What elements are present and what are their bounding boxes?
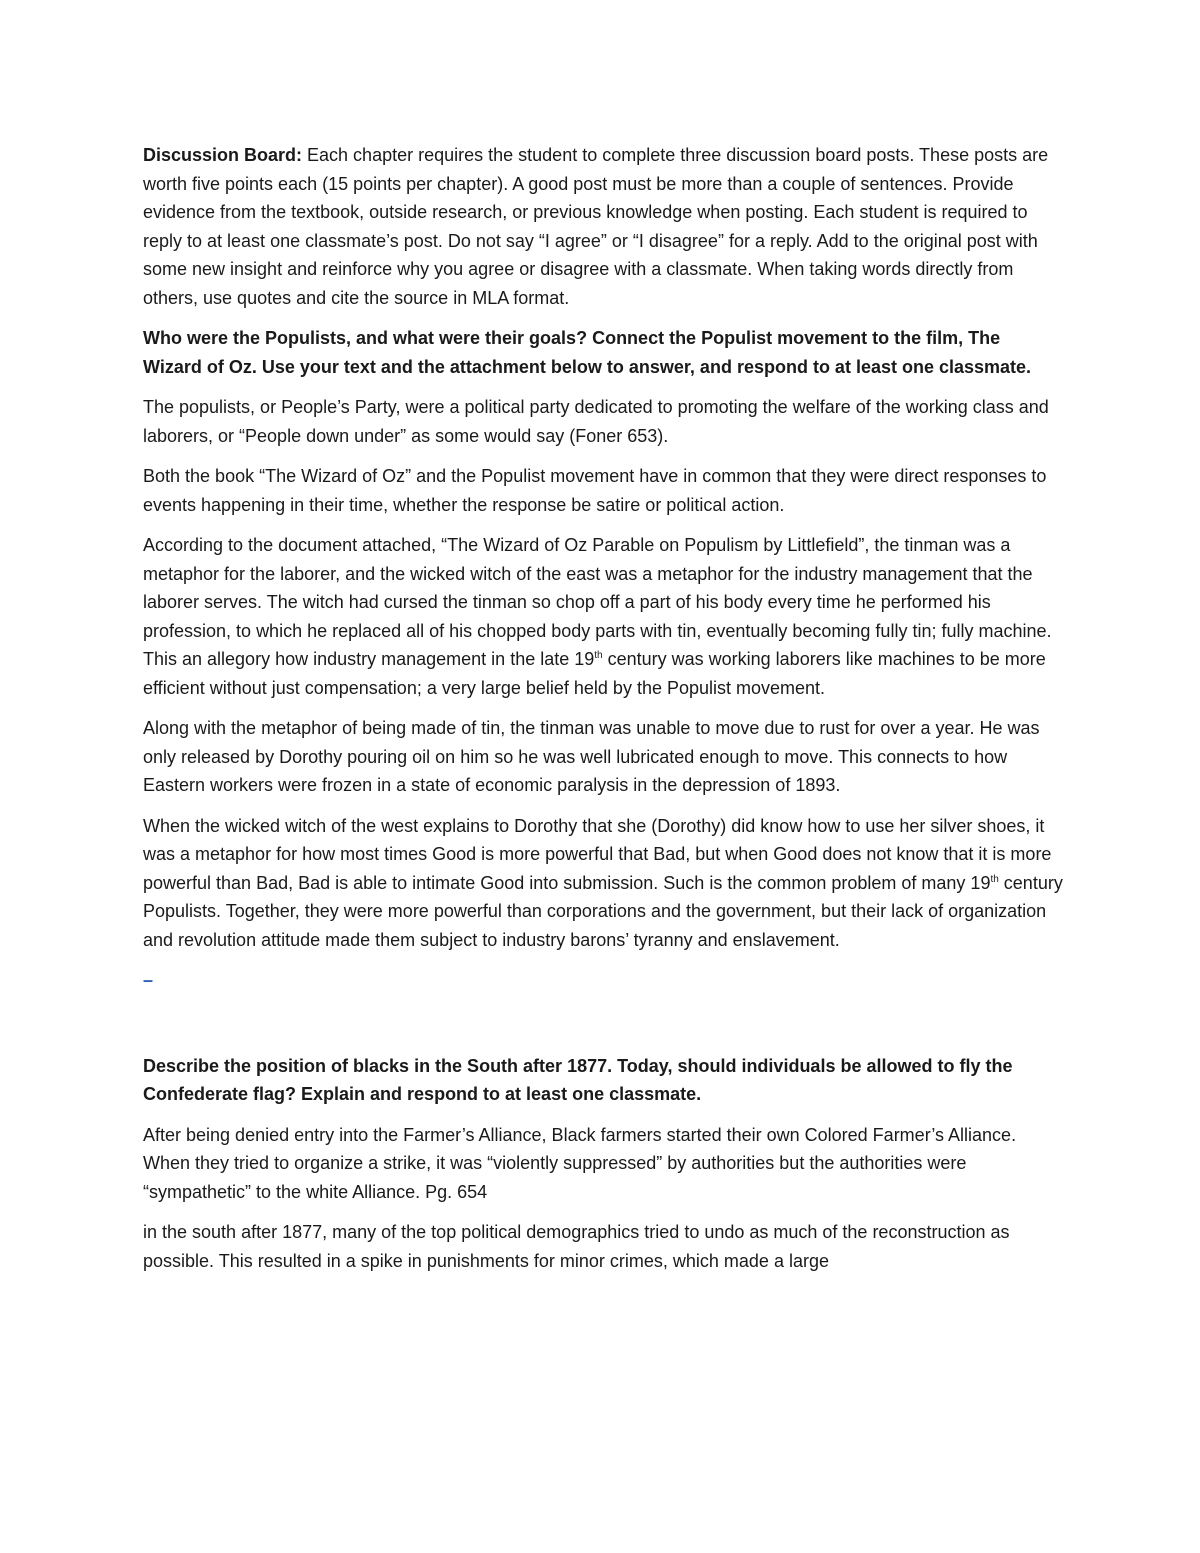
answer-1-paragraph-4: Along with the metaphor of being made of tin, the tinman was unable to move due to rust for over a year. He was only released by Dorothy pouring oil on him so he was well lubricated enough to move. This connects to how Eastern workers were frozen in a state of economic paralysis in the depression of 1893. — [143, 718, 1040, 795]
intro-paragraph — [143, 141, 1063, 312]
ordinal-superscript: th — [990, 873, 999, 885]
spacer — [143, 1007, 1063, 1052]
answer-1-paragraph-5 — [143, 812, 1063, 955]
answer-1-paragraph-3 — [143, 531, 1063, 702]
answer-1-paragraph-2: Both the book “The Wizard of Oz” and the Populist movement have in common that they were direct responses to events happening in their time, whether the response be satire or political action. — [143, 466, 1047, 515]
intro-text: Each chapter requires the student to complete three discussion board posts. These posts are worth five points each (15 points per chapter). A good post must be more than a couple of sentences. Provide evidence from the textbook, outside research, or previous knowledge when posting. Each student is required to reply to at least one classmate’s post. Do not say “I agree” or “I disagree” for a reply. Add to the original post with some new insight and reinforce why you agree or disagree with a classmate. When taking words directly from others, use quotes and cite the source in MLA format. — [143, 145, 1049, 308]
dash-marker: – — [143, 970, 154, 990]
intro-label: Discussion Board: — [143, 145, 303, 165]
document-body — [143, 141, 1063, 1287]
question-1-heading: Who were the Populists, and what were their goals? Connect the Populist movement to the film, The Wizard of Oz. Use your text and the attachment below to answer, and respond to at least one classmate. — [143, 328, 1032, 377]
answer-1-paragraph-5-text-a: When the wicked witch of the west explains to Dorothy that she (Dorothy) did know how to use her silver shoes, it was a metaphor for how most times Good is more powerful that Bad, but when Good does not know that it is more powerful than Bad, Bad is able to intimate Good into submission. Such is the common problem of many 19 — [143, 815, 1052, 893]
answer-2-paragraph-1: After being denied entry into the Farmer’s Alliance, Black farmers started their own Colored Farmer’s Alliance. When they tried to organize a strike, it was “violently suppressed” by authorities but the authorities were “sympathetic” to the white Alliance. Pg. 654 — [143, 1124, 1017, 1202]
answer-2-paragraph-2: in the south after 1877, many of the top political demographics tried to undo as much of the reconstruction as possible. This resulted in a spike in punishments for minor crimes, which made a large — [143, 1222, 1010, 1271]
answer-1-paragraph-3-text-a: According to the document attached, “The Wizard of Oz Parable on Populism by Littlefield”, the tinman was a metaphor for the laborer, and the wicked witch of the east was a metaphor for the industry management that the laborer serves. The witch had cursed the tinman so chop off a part of his body every time he performed his profession, to which he replaced all of his chopped body parts with tin, eventually becoming fully tin; fully machine. This an allegory how industry management in the late 19 — [143, 535, 1052, 669]
ordinal-superscript: th — [594, 650, 603, 661]
answer-1-paragraph-3-text-b: century was working laborers like machines to be more efficient without just compensation; a very large belief held by the Populist movement. — [143, 649, 1046, 698]
answer-1-paragraph-5-text-b: century Populists. Together, they were more powerful than corporations and the government, but their lack of organization and revolution attitude made them subject to industry barons’ tyranny and enslavement. — [143, 872, 1063, 950]
question-2-heading: Describe the position of blacks in the South after 1877. Today, should individuals be allowed to fly the Confederate flag? Explain and respond to at least one classmate. — [143, 1055, 1013, 1104]
answer-1-paragraph-1: The populists, or People’s Party, were a political party dedicated to promoting the welfare of the working class and laborers, or “People down under” as some would say (Foner 653). — [143, 397, 1049, 446]
